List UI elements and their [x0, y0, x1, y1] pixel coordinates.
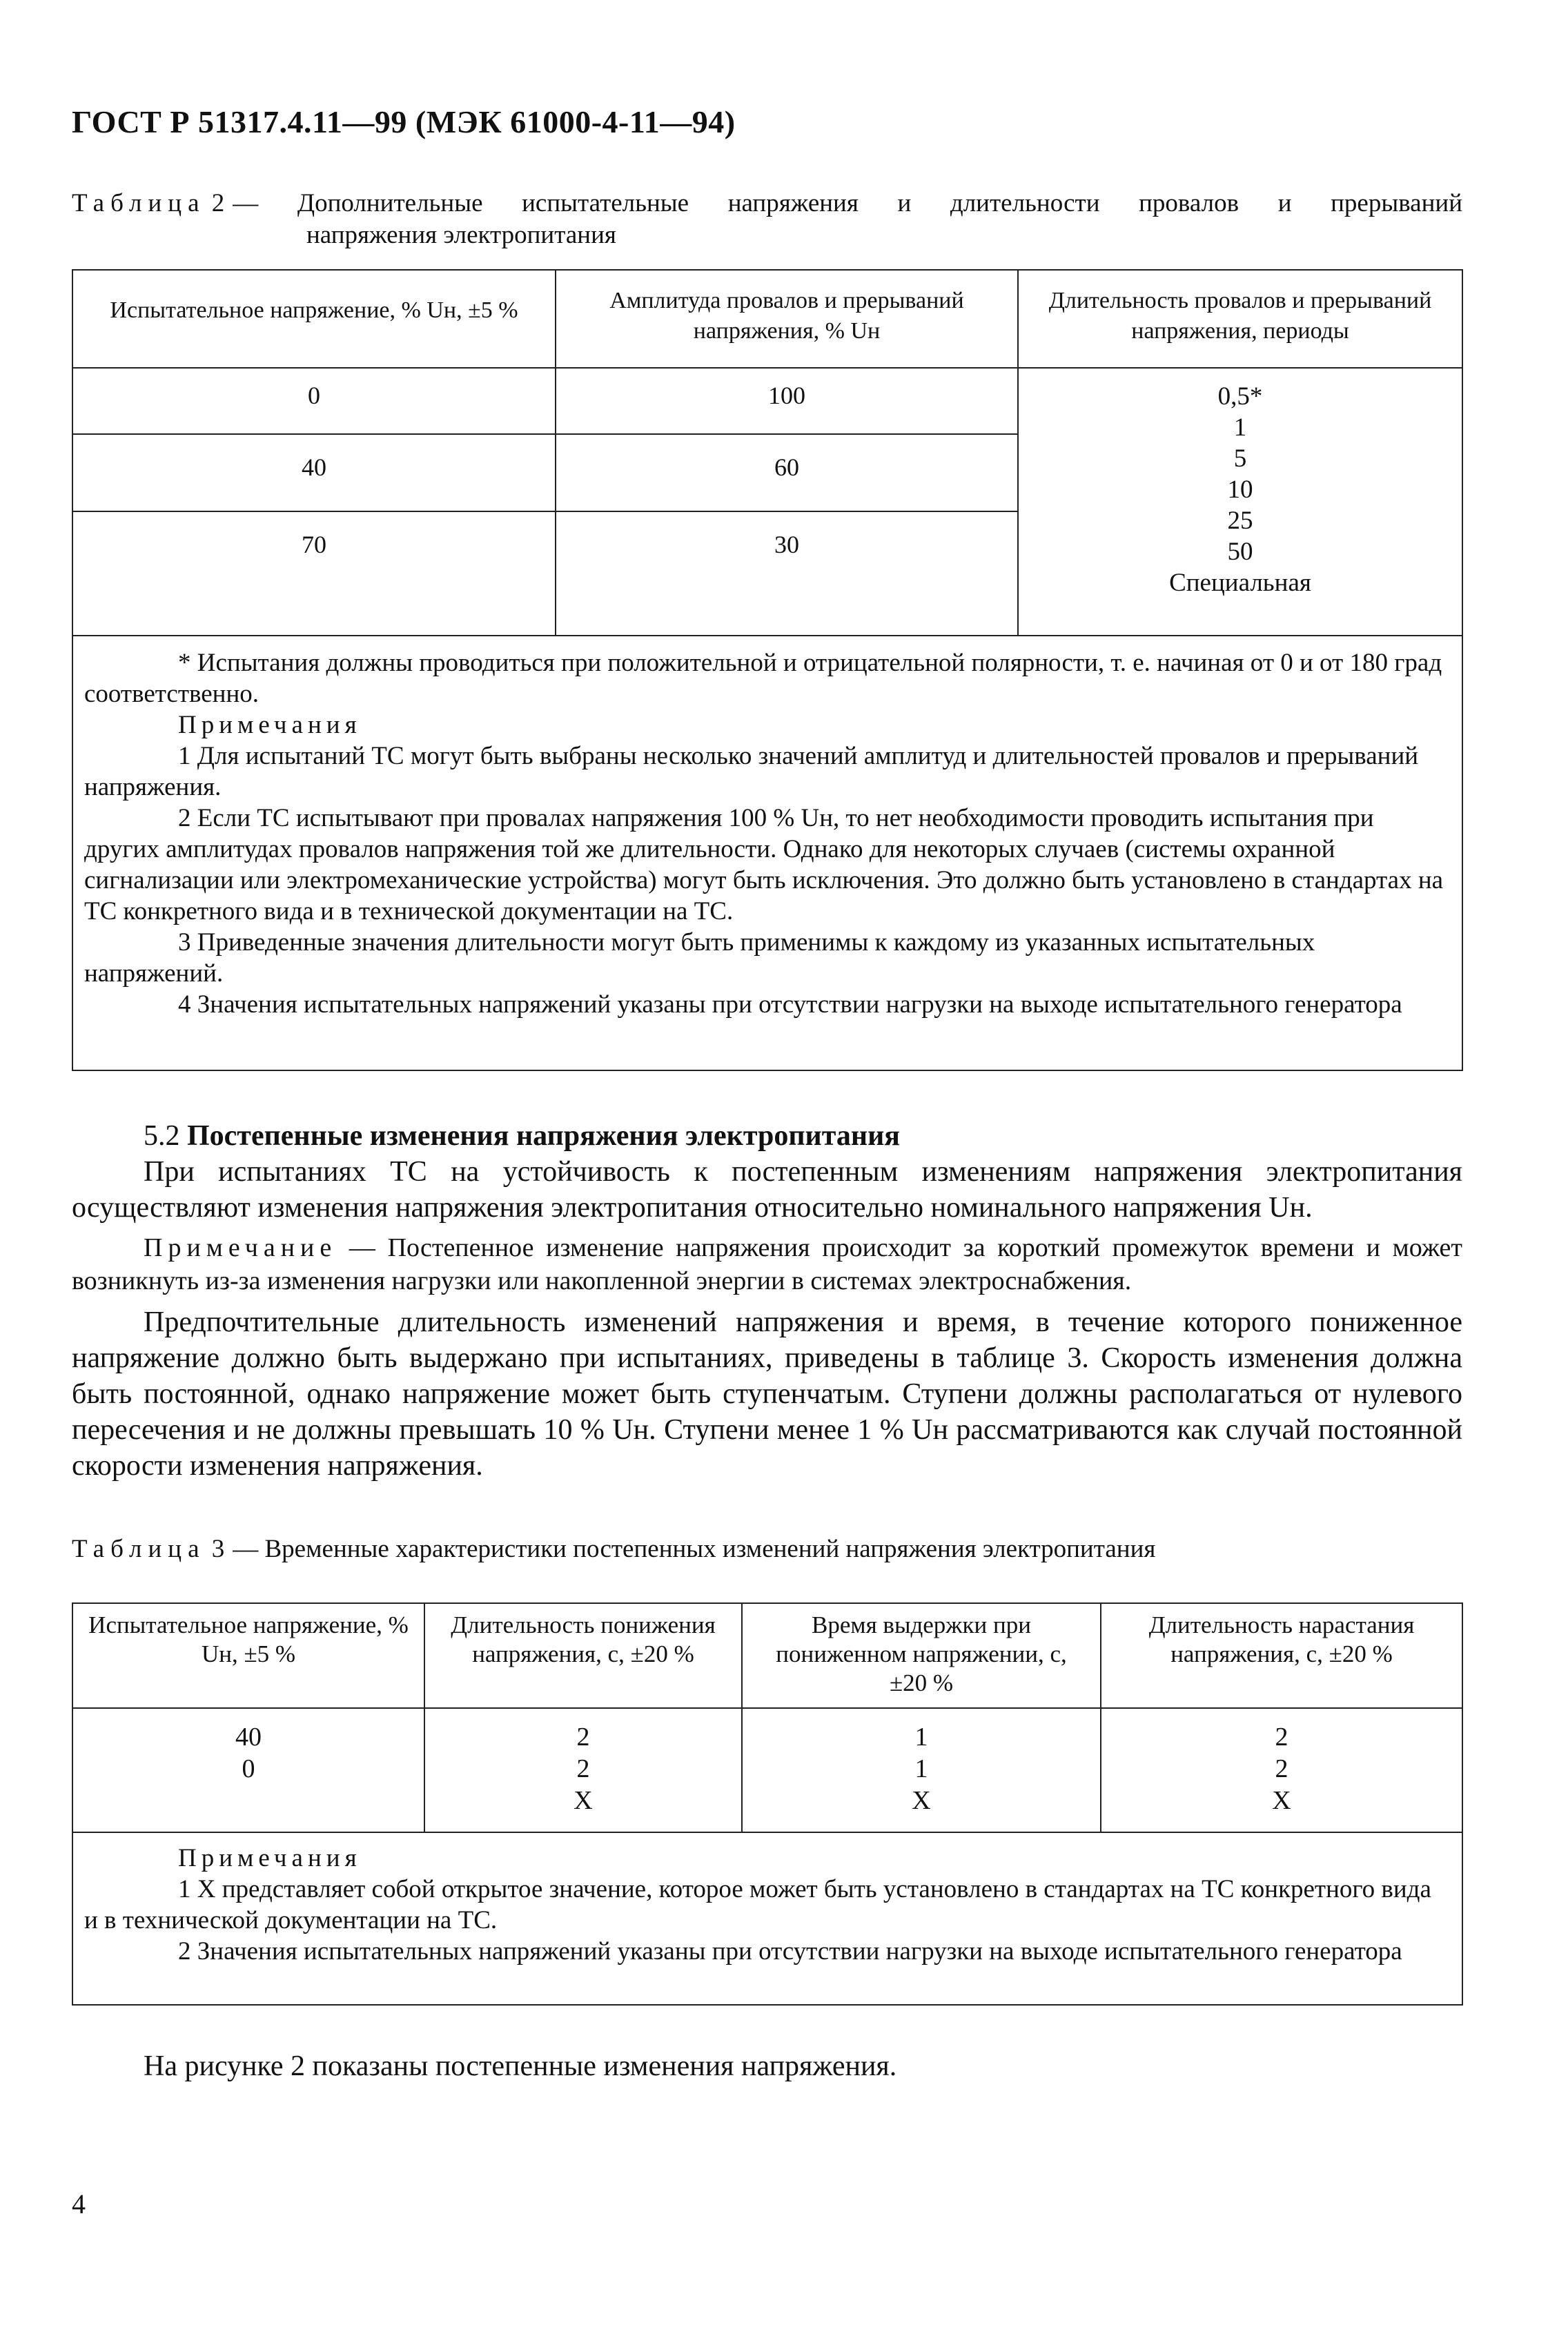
table2-title-line1: — Дополнительные испытательные напряжения и длительности провалов и прерываний [233, 189, 1462, 217]
section-para: При испытаниях ТС на устойчивость к постепенным изменениям напряжения электропитания осуществляют изменения напряжения электропитания относительно номинального напряжения Uн. [72, 1156, 1462, 1224]
table3-note: 1 X представляет собой открытое значение, которое может быть установлено в стандартах на ТС конкретного вида и в технической документации на ТС. [84, 1875, 1431, 1934]
table2-notes-title: Примечания [178, 711, 362, 739]
duration-item: 25 [1227, 507, 1253, 535]
section-title: Постепенные изменения напряжения электропитания [187, 1120, 900, 1152]
table3-label: Таблица [72, 1535, 206, 1563]
table2-cell-amplitude: 60 [556, 434, 1018, 511]
table2-header-duration: Длительность провалов и прерываний напряжения, периоды [1018, 270, 1462, 368]
note-text: — Постепенное изменение напряжения происходит за короткий промежуток времени и может возникнуть из-за изменения нагрузки или накопленной энергии в системах электроснабжения. [72, 1233, 1462, 1295]
table2-cell-amplitude: 100 [556, 368, 1018, 434]
table2-header-test-voltage: Испытательное напряжение, % Uн, ±5 % [72, 270, 556, 368]
table3-notes-title: Примечания [178, 1844, 362, 1872]
table2-notes [72, 636, 1462, 1070]
table2-label: Таблица [72, 189, 206, 217]
table2-header-amplitude: Амплитуда провалов и прерываний напряжения, % Uн [556, 270, 1018, 368]
table3-number: 3 [211, 1535, 225, 1563]
table2-note: 1 Для испытаний ТС могут быть выбраны несколько значений амплитуд и длительностей провалов и прерываний напряжения. [84, 742, 1419, 801]
table2-note: 3 Приведенные значения длительности могут быть применимы к каждому из указанных испытательных напряжений. [84, 928, 1315, 988]
table3-col-fall-duration: 2 2 X [424, 1708, 742, 1832]
table3-title: — Временные характеристики постепенных изменений напряжения электропитания [233, 1535, 1156, 1563]
section-number: 5.2 [144, 1120, 180, 1152]
table3-col-test-voltage: 40 0 [72, 1708, 424, 1832]
table2-cell-voltage: 0 [72, 368, 556, 434]
table2-caption [72, 188, 1462, 251]
duration-item: 5 [1233, 444, 1247, 473]
table3-note: 2 Значения испытательных напряжений указаны при отсутствии нагрузки на выходе испытательного генератора [178, 1937, 1402, 1965]
table2-duration-list [1018, 368, 1462, 636]
note-label: Примечание [144, 1233, 337, 1262]
duration-item: 10 [1227, 476, 1253, 504]
table3-caption [72, 1533, 1462, 1565]
duration-item: 50 [1227, 538, 1253, 566]
table2-number: 2 [211, 189, 225, 217]
table3-header-hold-time: Время выдержки при пониженном напряжении, с, ±20 % [742, 1603, 1101, 1708]
table3-col-rise-duration: 2 2 X [1101, 1708, 1462, 1832]
section-5-2 [72, 1118, 1462, 1484]
duration-item: Специальная [1169, 569, 1311, 597]
duration-item: 0,5* [1217, 382, 1263, 411]
table3-header-fall-duration: Длительность понижения напряжения, с, ±20 % [424, 1603, 742, 1708]
table3-header-test-voltage: Испытательное напряжение, % Uн, ±5 % [72, 1603, 424, 1708]
table2-note: 4 Значения испытательных напряжений указаны при отсутствии нагрузки на выходе испытательного генератора [178, 990, 1402, 1019]
table2-title-line2: напряжения электропитания [306, 221, 616, 249]
table3-header-rise-duration: Длительность нарастания напряжения, с, ±20 % [1101, 1603, 1462, 1708]
figure-reference-text: На рисунке 2 показаны постепенные изменения напряжения. [144, 2050, 897, 2082]
table3-col-hold-time: 1 1 X [742, 1708, 1101, 1832]
page-number: 4 [72, 2188, 86, 2219]
duration-item: 1 [1233, 413, 1247, 442]
table3 [72, 1602, 1463, 2006]
table3-notes [72, 1832, 1462, 2005]
table2 [72, 269, 1463, 1071]
table2-cell-voltage: 70 [72, 511, 556, 636]
table2-note: 2 Если ТС испытывают при провалах напряжения 100 % Uн, то нет необходимости проводить испытания при других амплитудах провалов напряжения той же длительности. Однако для некоторых случаев (системы охранной сигнализации или электромеханические устройства) могут быть исключения. Это должно быть установлено в стандартах на ТС конкретного вида и в технической документации на ТС. [84, 804, 1444, 925]
table2-cell-voltage: 40 [72, 434, 556, 511]
document-header: ГОСТ Р 51317.4.11—99 (МЭК 61000-4-11—94) [72, 104, 736, 139]
section-para: Предпочтительные длительность изменений напряжения и время, в течение которого пониженное напряжение должно быть выдержано при испытаниях, приведены в таблице 3. Скорость изменения должна быть постоянной, однако напряжение может быть ступенчатым. Ступени должны располагаться от нулевого пересечения и не должны превышать 10 % Uн. Ступени менее 1 % Uн рассматриваются как случай постоянной скорости изменения напряжения. [72, 1306, 1462, 1482]
table2-footnote: * Испытания должны проводиться при положительной и отрицательной полярности, т. е. начиная от 0 и от 180 град соответственно. [84, 649, 1442, 708]
table2-cell-amplitude: 30 [556, 511, 1018, 636]
